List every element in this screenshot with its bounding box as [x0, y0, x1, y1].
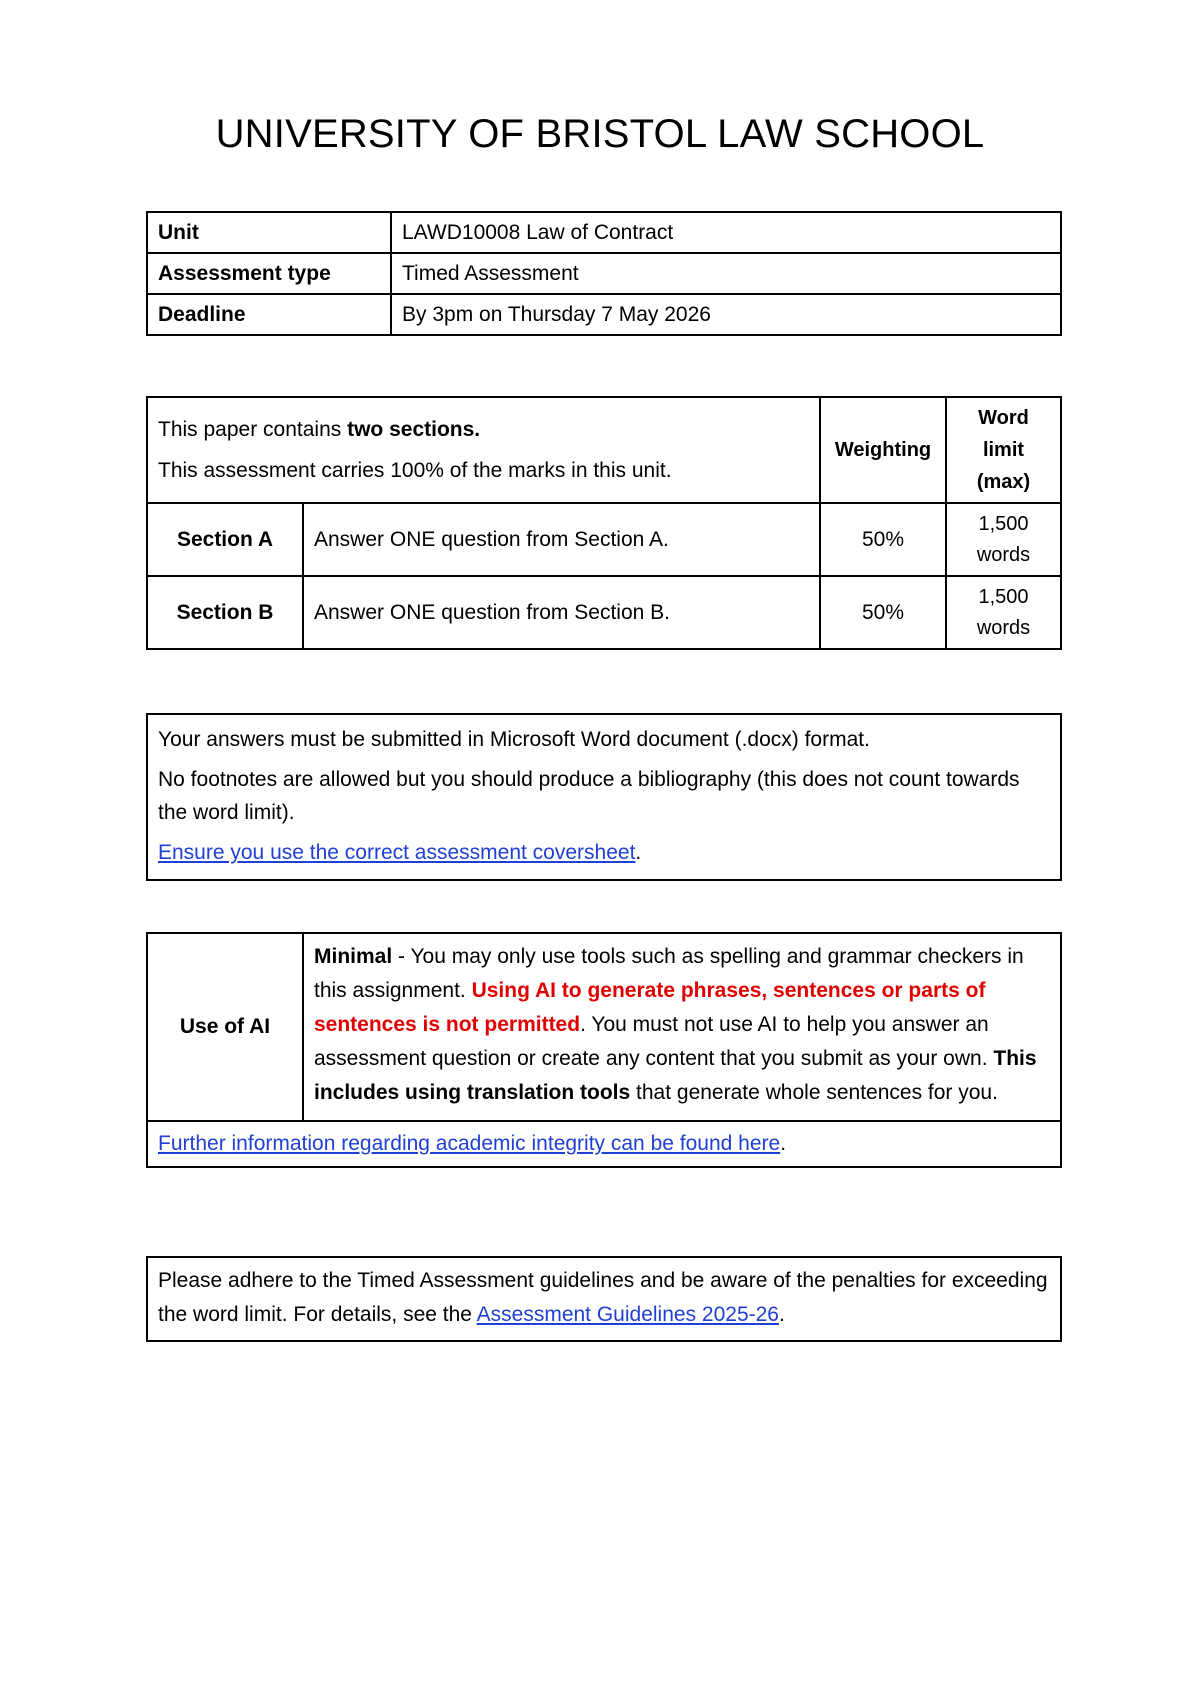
section-b-weighting: 50%: [820, 576, 946, 649]
word-limit-number: 1,500: [978, 585, 1029, 608]
link-suffix: .: [635, 841, 642, 864]
deadline-label: Deadline: [147, 294, 391, 335]
sections-table: [146, 396, 1062, 650]
section-a-instruction: Answer ONE question from Section A.: [303, 503, 820, 576]
unit-info-table: [146, 211, 1062, 336]
ai-text-part: that generate whole sentences for you.: [630, 1081, 998, 1104]
assessment-guidelines-link[interactable]: Assessment Guidelines 2025-26: [476, 1303, 779, 1326]
section-a-word-limit: [946, 503, 1061, 576]
submission-content: [147, 714, 1061, 880]
ai-policy-text: [303, 933, 1061, 1121]
deadline-value: By 3pm on Thursday 7 May 2026: [391, 294, 1061, 335]
guidelines-text-part: Please adhere to the Timed Assessment guidelines and be aware of the penalties for exceeding the word limit. For details, see the: [158, 1269, 1048, 1326]
weighting-header: Weighting: [820, 397, 946, 503]
ai-footer-row: [147, 1121, 1061, 1167]
section-a-weighting: 50%: [820, 503, 946, 576]
table-row: [147, 212, 1061, 253]
ai-policy-table: [146, 932, 1062, 1168]
footnotes-text: No footnotes are allowed but you should produce a bibliography (this does not count towards the word limit).: [158, 768, 1020, 824]
section-b-instruction: Answer ONE question from Section B.: [303, 576, 820, 649]
word-limit-header-line: limit: [982, 439, 1025, 461]
unit-label: Unit: [147, 212, 391, 253]
ai-text-part: - You may only use tools such as spelling and grammar checkers in this assignment.: [314, 945, 1024, 1002]
ai-text-part: . You must not use AI to help you answer an assessment question or create any content that you submit as your own.: [314, 1013, 994, 1070]
ai-policy-row: [147, 933, 1061, 1121]
academic-integrity-link[interactable]: Further information regarding academic integrity can be found here: [158, 1132, 781, 1155]
section-b-word-limit: [946, 576, 1061, 649]
intro-prefix: This paper contains: [158, 418, 348, 441]
assessment-type-label: Assessment type: [147, 253, 391, 294]
table-row: [147, 253, 1061, 294]
submission-format-text: Your answers must be submitted in Microsoft Word document (.docx) format.: [158, 728, 870, 751]
sections-header-row: [147, 397, 1061, 503]
paper-intro: [147, 397, 820, 503]
table-row: [147, 503, 1061, 576]
word-limit-header-line: (max): [976, 471, 1031, 493]
coversheet-line: [158, 836, 1050, 869]
coversheet-link[interactable]: Ensure you use the correct assessment coversheet: [158, 841, 636, 864]
link-suffix: .: [780, 1132, 787, 1155]
link-suffix: .: [778, 1303, 785, 1326]
ai-warning-text: Using AI to generate phrases, sentences or parts of sentences is not permitted: [314, 979, 986, 1036]
table-row: [147, 294, 1061, 335]
academic-integrity-line: [147, 1121, 1061, 1167]
ai-level: Minimal: [314, 945, 393, 968]
word-limit-number: 1,500: [978, 512, 1029, 535]
submission-box: [146, 713, 1062, 881]
use-of-ai-label: Use of AI: [147, 933, 303, 1121]
guidelines-box: [146, 1256, 1062, 1342]
table-row: [147, 576, 1061, 649]
intro-line-2: This assessment carries 100% of the marks in this unit.: [158, 459, 672, 482]
guidelines-text: [147, 1257, 1061, 1341]
section-b-label: Section B: [147, 576, 303, 649]
section-a-label: Section A: [147, 503, 303, 576]
word-limit-unit: words: [976, 616, 1031, 639]
intro-bold: two sections.: [347, 418, 481, 441]
unit-value: LAWD10008 Law of Contract: [391, 212, 1061, 253]
assessment-type-value: Timed Assessment: [391, 253, 1061, 294]
page-title: UNIVERSITY OF BRISTOL LAW SCHOOL: [215, 112, 985, 156]
word-limit-header-line: Word: [978, 407, 1029, 429]
ai-bold-text: This includes using translation tools: [314, 1047, 1037, 1104]
word-limit-header: [946, 397, 1061, 503]
word-limit-unit: words: [976, 543, 1031, 566]
